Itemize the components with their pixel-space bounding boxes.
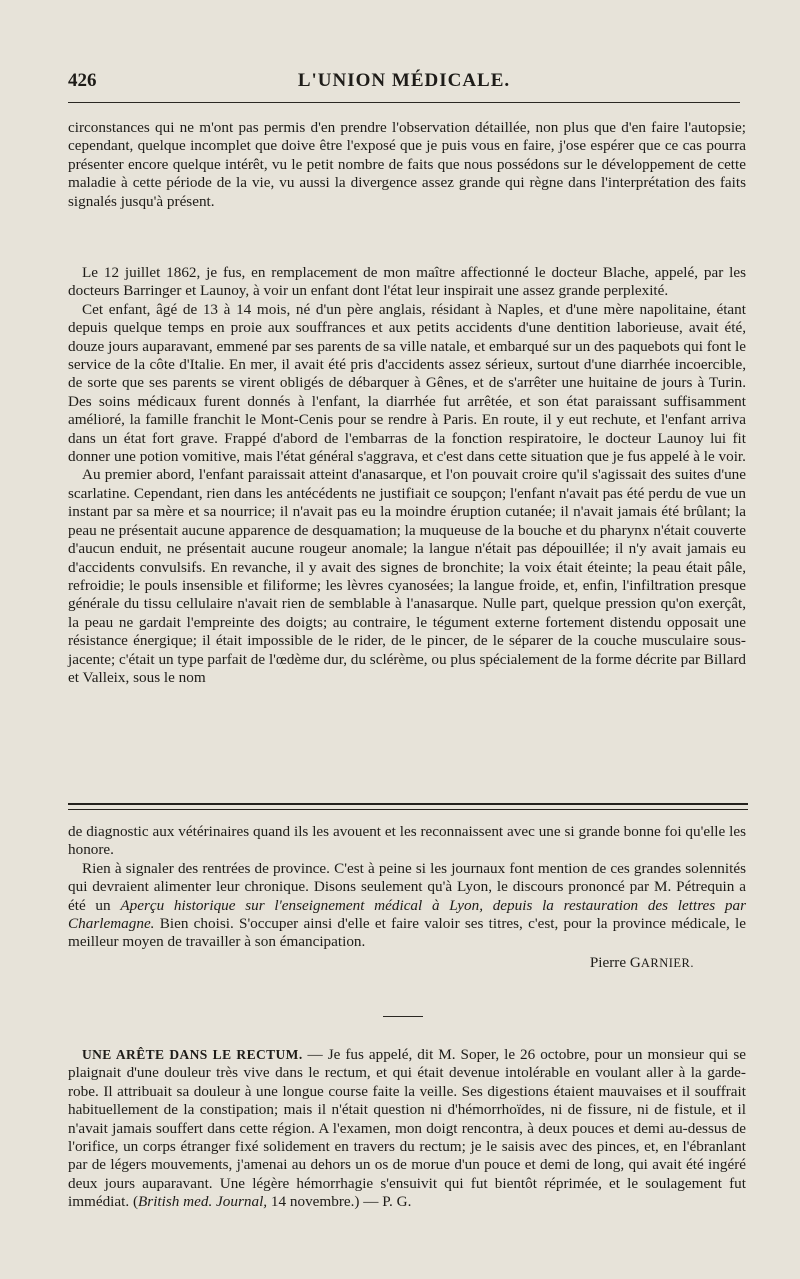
- page-header: [68, 70, 740, 100]
- feuilleton-continuation: de diagnostic aux vétérinaires quand ils les avouent et les reconnaissent avec une si grande bonne foi qu'elle les honore.: [68, 823, 746, 859]
- source-citation: British med. Journal,: [138, 1193, 268, 1211]
- feuilleton-separator: [68, 803, 748, 810]
- page-number: 426: [68, 70, 97, 91]
- main-article-body: [68, 264, 746, 687]
- body-paragraph: Le 12 juillet 1862, je fus, en remplacement de mon maître affectionné le docteur Blache, appelé, par les docteurs Barringer et Launoy, à voir un enfant dont l'état leur inspirait une assez grande perplexité.: [68, 264, 746, 300]
- author-signature: Pierre GARNIER.: [589, 953, 694, 971]
- section-divider: [383, 1016, 423, 1017]
- running-head: L'UNION MÉDICALE.: [297, 70, 511, 91]
- news-item: [68, 1046, 746, 1212]
- news-item-title: UNE ARÊTE DANS LE RECTUM.: [82, 1047, 303, 1062]
- feuilleton-paragraph: Rien à signaler des rentrées de province. C'est à peine si les journaux font mention de ces grandes solennités qui devraient alimenter leur chronique. Disons seulement qu'à Lyon, le discours prononcé par M. Pétrequin a été un Aperçu historique sur l'enseignement médical à Lyon, depuis la restauration des lettres par Charlemagne. Bien choisi. S'occuper ainsi d'elle et faire valoir ses titres, c'est, pour la province médicale, le meilleur moyen de travailler à son émancipation.: [68, 859, 747, 951]
- intro-paragraph: circonstances qui ne m'ont pas permis d'en prendre l'observation détaillée, non plus que d'en faire l'autopsie; cependant, quelque incomplet que doive être l'exposé que je puis vous en faire, j'ose espérer que ce cas pourra présenter encore quelque intérêt, vu le petit nombre de faits que nous possédons sur le développement de cette maladie à cette période de la vie, vu aussi la divergence assez grande qui règne dans l'interprétation des faits signalés jusqu'à présent.: [68, 119, 746, 210]
- lecture-title: Aperçu historique sur l'enseignement médical à Lyon, depuis la restauration des lettres par Charlemagne.: [68, 896, 747, 933]
- main-article-intro: [68, 119, 746, 211]
- header-rule: [68, 102, 740, 103]
- body-paragraph: Au premier abord, l'enfant paraissait atteint d'anasarque, et l'on pouvait croire qu'il s'agissait des suites d'une scarlatine. Cependant, rien dans les antécédents ne justifiait ce soupçon; l'enfant n'avait pas été perdu de vue un instant par sa mère et sa nourrice; il n'avait pas eu la moindre éruption cutanée; il n'avait jamais été brûlant; la peau ne présentait aucune apparence de desquamation; la muqueuse de la bouche et du pharynx n'était couverte d'aucun enduit, ne présentait aucune rougeur anomale; la langue n'était pas dépouillée; il n'y avait jamais eu d'accidents convulsifs. En revanche, il y avait des signes de bronchite; la voix était éteinte; la peau était pâle, refroidie; le pouls insensible et filiforme; les lèvres cyanosées; la langue froide, et, enfin, l'infiltration presque générale du tissu cellulaire n'avait rien de semblable à l'anasarque. Nulle part, quelque pression qu'on exerçât, la peau ne gardait l'empreinte des doigts; au contraire, le tégument externe fortement distendu opposait une résistance énergique; il était impossible de le rider, de le pincer, de le séparer de la couche musculaire sous-jacente; c'était un type parfait de l'œdème dur, du sclérème, ou plus spécialement de la forme décrite par Billard et Valleix, sous le nom: [68, 466, 746, 686]
- body-paragraph: Cet enfant, âgé de 13 à 14 mois, né d'un père anglais, résidant à Naples, et d'une mère napolitaine, étant depuis quelque temps en proie aux souffrances et aux petits accidents d'une dentition laborieuse, avait été, douze jours auparavant, emmené par ses parents de sa ville natale, et embarqué sur un des paquebots qui font le service de la côte d'Italie. En mer, il avait été pris d'accidents assez sérieux, surtout d'une diarrhée incoercible, de sorte que ses parents se virent obligés de débarquer à Gênes, et de s'arrêter une huitaine de jours à Turin. Des soins médicaux furent donnés à l'enfant, la diarrhée fut arrêtée, et son état paraissant suffisamment amélioré, la famille franchit le Mont-Cenis pour se rendre à Paris. En route, il y eut rechute, et l'enfant arriva dans un état fort grave. Frappé d'abord de l'embarras de la fonction respiratoire, le docteur Launoy lui fit donner une potion vomitive, mais l'état général s'aggrava, et c'est dans cette situation que je fus appelé à le voir.: [68, 300, 746, 466]
- feuilleton: [68, 823, 746, 972]
- news-item-paragraph: UNE ARÊTE DANS LE RECTUM. — Je fus appelé, dit M. Soper, le 26 octobre, pour un monsieur qui se plaignait d'une douleur très vive dans le rectum, et qui était devenue intolérable en voulant aller à la garde-robe. Il attribuait sa douleur à une longue course faite la veille. Ses digestions étaient mauvaises et il souffrait habituellement de la constipation; mais il n'était question ni d'hémorrhoïdes, ni de fissure, ni de fistule, et il n'avait jamais souffert dans cette région. A l'examen, mon doigt rencontra, à deux pouces et demi au-dessus de l'orifice, un corps étranger fixé solidement en travers du rectum; je le saisis avec des pinces, et, en l'ébranlant par de légers mouvements, j'amenai au dehors un os de morue d'un pouce et demi de long, qui avait été ingéré deux jours auparavant. Une légère hémorrhagie s'ensuivit qui fut bientôt réprimée, et le soulagement fut immédiat. (British med. Journal, 14 novembre.) — P. G.: [68, 1046, 746, 1211]
